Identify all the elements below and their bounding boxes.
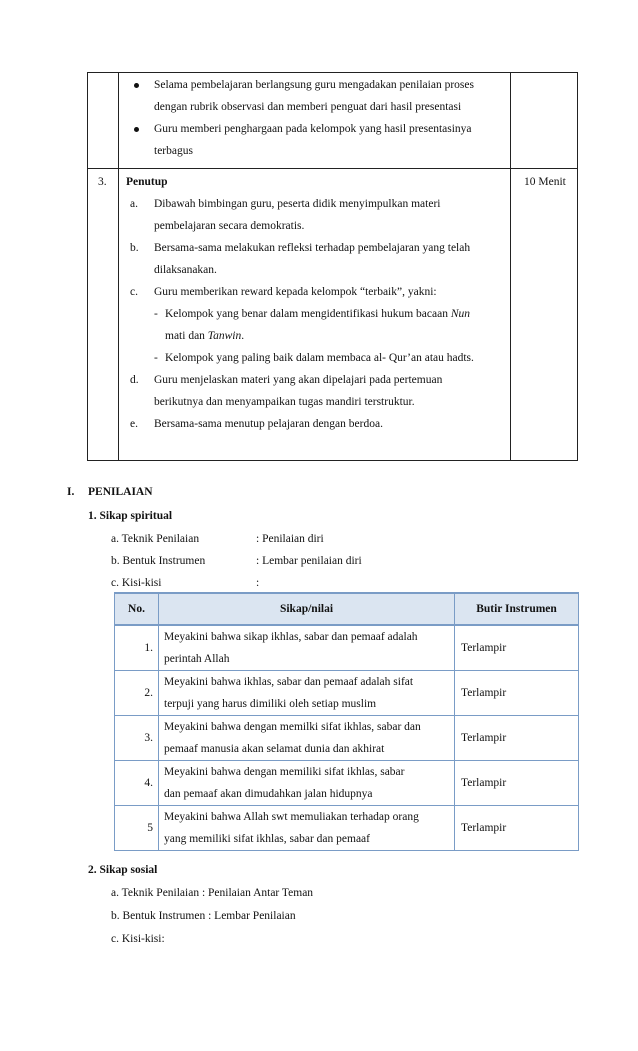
header-butir-instrumen: Butir Instrumen [455, 593, 579, 625]
lesson-activity-table [87, 72, 578, 461]
spiritual-label: c. Kisi-kisi [111, 577, 162, 589]
item-line: Guru menjelaskan materi yang akan dipelajari pada pertemuan [154, 374, 443, 386]
dash-line: Kelompok yang benar dalam mengidentifikasi hukum bacaan Nun [165, 308, 470, 320]
sosial-row: a. Teknik Penilaian : Penilaian Antar Teman [111, 887, 314, 899]
table-row [115, 806, 579, 851]
spiritual-value: : Lembar penilaian diri [256, 555, 362, 567]
table-border-bottom [87, 460, 578, 461]
table-row [115, 671, 579, 716]
table-border-col2 [510, 72, 511, 461]
item-letter: e. [130, 418, 138, 430]
table-border-left [87, 72, 88, 461]
row-sikap: Meyakini bahwa dengan memiliki sifat ikhlas, sabar dan pemaaf akan dimudahkan jalan hidupnya [159, 761, 455, 806]
dash-line: Kelompok yang paling baik dalam membaca al- Qur’an atau hadts. [165, 352, 474, 364]
row-butir: Terlampir [455, 625, 579, 671]
spiritual-label: a. Teknik Penilaian [111, 533, 200, 545]
table-row-divider [87, 168, 578, 169]
item-letter: a. [130, 198, 138, 210]
spiritual-value: : Penilaian diri [256, 533, 324, 545]
table-row [115, 625, 579, 671]
item-line: pembelajaran secara demokratis. [154, 220, 305, 232]
row-no: 2. [115, 671, 159, 716]
item-line: Bersama-sama menutup pelajaran dengan berdoa. [154, 418, 383, 430]
row-butir: Terlampir [455, 716, 579, 761]
row-number: 3. [98, 176, 107, 188]
section-roman-numeral: I. [67, 486, 75, 498]
section-title: PENILAIAN [88, 486, 153, 498]
subsection-heading-spiritual: 1. Sikap spiritual [88, 510, 173, 522]
item-line: dilaksanakan. [154, 264, 217, 276]
bullet-line: dengan rubrik observasi dan memberi penguat dari hasil presentasi [154, 101, 462, 113]
bullet-line: terbagus [154, 145, 193, 157]
row-butir: Terlampir [455, 761, 579, 806]
sosial-row: c. Kisi-kisi: [111, 933, 165, 945]
bullet-icon [134, 83, 139, 88]
row-sikap: Meyakini bahwa dengan memilki sifat ikhlas, sabar dan pemaaf manusia akan selamat dunia dan akhirat [159, 716, 455, 761]
item-letter: d. [130, 374, 139, 386]
dash-line: mati dan Tanwin. [165, 330, 245, 342]
table-row [115, 761, 579, 806]
header-sikap-nilai: Sikap/nilai [159, 593, 455, 625]
row-butir: Terlampir [455, 806, 579, 851]
table-border-right [577, 72, 578, 461]
bullet-line: Guru memberi penghargaan pada kelompok yang hasil presentasinya [154, 123, 472, 135]
subsection-heading-sosial: 2. Sikap sosial [88, 864, 158, 876]
spiritual-kisi-kisi-table [114, 592, 579, 851]
row-no: 4. [115, 761, 159, 806]
dash-marker: - [154, 352, 158, 364]
row-sikap: Meyakini bahwa ikhlas, sabar dan pemaaf adalah sifat terpuji yang harus dimiliki oleh setiap muslim [159, 671, 455, 716]
row-butir: Terlampir [455, 671, 579, 716]
dash-marker: - [154, 308, 158, 320]
item-letter: c. [130, 286, 138, 298]
sosial-row: b. Bentuk Instrumen : Lembar Penilaian [111, 910, 296, 922]
row-time: 10 Menit [524, 176, 566, 188]
item-line: Bersama-sama melakukan refleksi terhadap pembelajaran yang telah [154, 242, 471, 254]
bullet-line: Selama pembelajaran berlangsung guru mengadakan penilaian proses [154, 79, 474, 91]
header-no: No. [115, 593, 159, 625]
row-sikap: Meyakini bahwa Allah swt memuliakan terhadap orang yang memiliki sifat ikhlas, sabar dan pemaaf [159, 806, 455, 851]
table-row [115, 716, 579, 761]
table-border-col1 [118, 72, 119, 461]
item-line: Guru memberikan reward kepada kelompok “terbaik”, yakni: [154, 286, 437, 298]
item-line: Dibawah bimbingan guru, peserta didik menyimpulkan materi [154, 198, 441, 210]
table-header-row [115, 593, 579, 625]
spiritual-label: b. Bentuk Instrumen [111, 555, 206, 567]
table-border-top [87, 72, 578, 73]
row-no: 5 [115, 806, 159, 851]
row-no: 3. [115, 716, 159, 761]
spiritual-value: : [256, 577, 260, 589]
item-line: berikutnya dan menyampaikan tugas mandiri terstruktur. [154, 396, 415, 408]
row-title: Penutup [126, 176, 168, 188]
item-letter: b. [130, 242, 139, 254]
row-sikap: Meyakini bahwa sikap ikhlas, sabar dan pemaaf adalah perintah Allah [159, 625, 455, 671]
row-no: 1. [115, 625, 159, 671]
bullet-icon [134, 127, 139, 132]
